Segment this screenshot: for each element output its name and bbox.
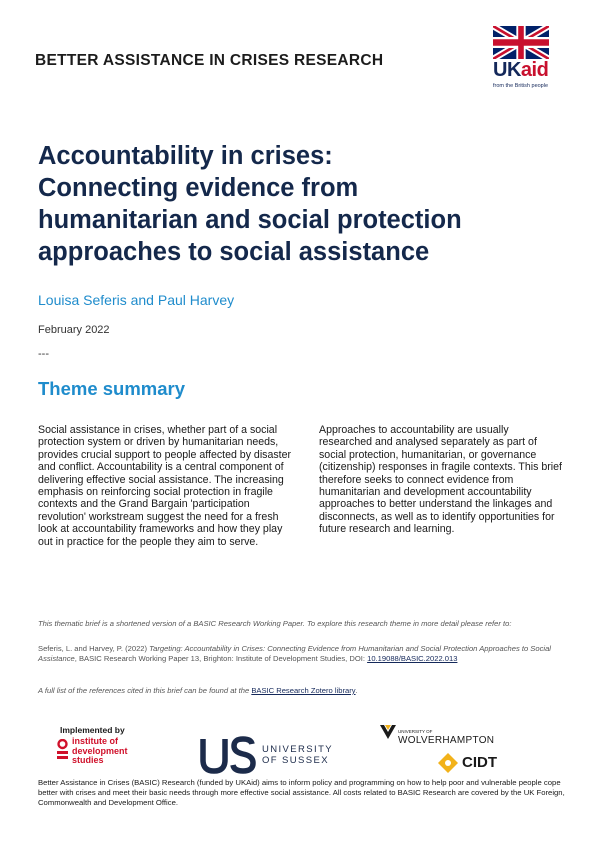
- ids-logo-icon: [56, 739, 69, 761]
- section-heading: Theme summary: [38, 378, 186, 399]
- ref-title: Targeting: Accountability in Crises: Connecting Evidence from Humanitarian and Social Protection Approaches to Social Assistance: [38, 644, 551, 663]
- doi-link[interactable]: 10.19088/BASIC.2022.013: [367, 654, 458, 663]
- separator: ---: [38, 348, 49, 360]
- title-line: Accountability in crises:: [38, 142, 333, 170]
- cidt-logo-text: CIDT: [462, 754, 497, 771]
- ref-authors: Seferis, L. and Harvey, P. (2022): [38, 644, 150, 653]
- ids-line: institute of: [72, 736, 118, 746]
- ukaid-tagline: from the British people: [493, 83, 549, 89]
- summary-column-2: Approaches to accountability are usually researched and analysed separately as part of social protection, humanitarian, or governance (citizenship) responses in fragile contexts. This brief therefore seeks to connect evidence from humanitarian and development accountability approaches to better understand the linkages and disconnects, as well as to identify opportunities for future research and learning.: [319, 424, 562, 536]
- sussex-logo-text: [262, 744, 333, 766]
- implemented-by-label: Implemented by: [60, 725, 125, 735]
- reference-entry: [38, 644, 558, 664]
- page-title: [38, 140, 568, 268]
- full-list-text: A full list of the references cited in this brief can be found at the: [38, 686, 252, 695]
- title-line: Connecting evidence from: [38, 174, 359, 202]
- series-title: BETTER ASSISTANCE IN CRISES RESEARCH: [35, 52, 384, 69]
- brief-intro-note: This thematic brief is a shortened version of a BASIC Research Working Paper. To explore this research theme in more detail please refer to:: [38, 619, 512, 628]
- title-line: approaches to social assistance: [38, 238, 430, 266]
- authors: Louisa Seferis and Paul Harvey: [38, 292, 235, 308]
- ref-details: , BASIC Research Working Paper 13, Brighton: Institute of Development Studies, DOI:: [74, 654, 368, 663]
- full-list-end: .: [355, 686, 358, 695]
- wolverhampton-logo-text: WOLVERHAMPTON: [398, 735, 495, 746]
- cidt-logo-icon: [438, 753, 458, 773]
- publication-date: February 2022: [38, 324, 110, 336]
- full-references-note: [38, 686, 566, 696]
- ids-logo: [72, 737, 128, 766]
- title-line: humanitarian and social protection: [38, 206, 462, 234]
- funding-footer: Better Assistance in Crises (BASIC) Research (funded by UKAid) aims to inform policy and programming on how to help poor and vulnerable people cope better with crises and meet their basic needs through more effective social assistance. All costs related to BASIC Research are covered by the UK Foreign, Commonwealth and Development Office.: [38, 778, 565, 808]
- sussex-line: OF SUSSEX: [262, 755, 329, 766]
- ids-line: studies: [72, 755, 104, 765]
- zotero-library-link[interactable]: BASIC Research Zotero library: [251, 686, 356, 695]
- wolverhampton-logo-icon: [380, 724, 396, 740]
- wolverhampton-small-text: UNIVERSITY OF: [398, 729, 433, 734]
- ids-line: development: [72, 745, 128, 756]
- ukaid-logo-uk: UK: [493, 59, 521, 81]
- union-flag-icon: [493, 26, 549, 59]
- sussex-us-logo-icon: [200, 736, 258, 774]
- summary-column-1: Social assistance in crises, whether part of a social protection system or driven by humanitarian needs, provides crucial support to people affected by disaster and conflict. Accountability is a central component of delivering effective social assistance. The increasing emphasis on reinforcing social protection in fragile contexts and the Grand Bargain 'participation revolution' workstream suggest the need for a fresh look at accountability frameworks and how they play out in practice for the people they aim to serve.: [38, 424, 292, 548]
- ukaid-logo-aid: aid: [520, 59, 549, 81]
- sussex-line: UNIVERSITY: [262, 744, 334, 755]
- ukaid-logo: [493, 60, 548, 80]
